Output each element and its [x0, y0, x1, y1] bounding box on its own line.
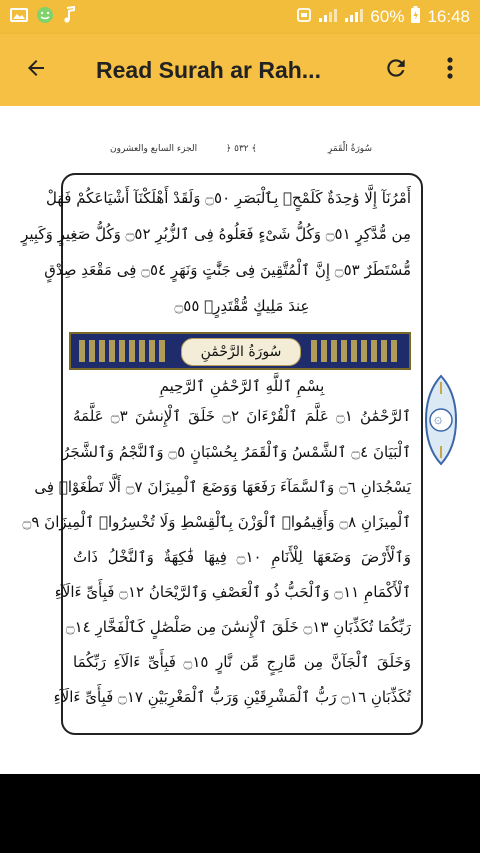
banner-ornament: [79, 340, 169, 362]
verse-line: ٱلْأَكْمَامِ ۝١١ وَٱلْحَبُّ ذُو ٱلْعَصْفِ وَٱلرَّيْحَانُ ۝١٢ فَبِأَىِّ ءَالَآءِ: [54, 583, 411, 601]
overflow-menu-button[interactable]: [428, 34, 472, 106]
quran-page-frame: [21, 173, 423, 735]
status-bar: [0, 0, 480, 34]
verse-line: وَٱلْأَرْضَ وَضَعَهَا لِلْأَنَامِ ۝١٠ فِيهَا فَٰكِهَةٌ وَٱلنَّخْلُ ذَاتُ: [73, 548, 411, 566]
surah-title-banner: [69, 332, 411, 370]
status-right: [296, 6, 480, 29]
status-left-icons: [0, 6, 76, 29]
banner-ornament: [311, 340, 401, 362]
verse-line: عِندَ مَلِيكٍ مُّقْتَدِرٍۭ ۝٥٥: [174, 297, 310, 315]
smiley-icon: [36, 6, 54, 29]
verse-line: مِن مُّدَّكِرٍ ۝٥١ وَكُلُّ شَىْءٍ فَعَلُوهُ فِى ٱلزُّبُرِ ۝٥٢ وَكُلُّ صَغِيرٍ وَكَبِيرٍ: [21, 225, 411, 243]
verse-line: مُّسْتَطَرٌ ۝٥٣ إِنَّ ٱلْمُتَّقِينَ فِى جَنَّٰتٍ وَنَهَرٍ ۝٥٤ فِى مَقْعَدِ صِدْقٍ: [44, 261, 411, 279]
verse-line: تُكَذِّبَانِ ۝١٦ رَبُّ ٱلْمَشْرِقَيْنِ وَرَبُّ ٱلْمَغْرِبَيْنِ ۝١٧ فَبِأَىِّ ءَالَآءِ: [53, 688, 411, 706]
battery-icon: [410, 6, 421, 29]
music-icon: [62, 6, 76, 29]
verse-line: أَمْرُنَآ إِلَّا وَٰحِدَةٌ كَلَمْحٍۭ بِٱلْبَصَرِ ۝٥٠ وَلَقَدْ أَهْلَكْنَآ أَشْيَاعَكُمْ فَهَلْ: [45, 189, 411, 207]
bottom-blank-area: [0, 774, 480, 853]
app-bar: [0, 34, 480, 106]
hizb-marker: [424, 374, 458, 466]
refresh-icon: [383, 55, 409, 85]
hizb-marker-symbol: ۞: [434, 411, 443, 427]
signal-icon: [318, 7, 338, 28]
more-vert-icon: [446, 56, 454, 84]
page-title: Read Surah ar Rah...: [96, 56, 321, 83]
back-arrow-icon: [24, 56, 48, 84]
verse-line: ٱلْمِيزَانِ ۝٨ وَأَقِيمُوا۟ ٱلْوَزْنَ بِٱلْقِسْطِ وَلَا تُخْسِرُوا۟ ٱلْمِيزَانَ ۝٩: [22, 513, 411, 531]
page-header: [110, 144, 372, 160]
signal-icon: [344, 7, 364, 28]
cast-icon: [296, 7, 312, 28]
verse-line: ٱلرَّحْمَٰنُ ۝١ عَلَّمَ ٱلْقُرْءَانَ ۝٢ خَلَقَ ٱلْإِنسَٰنَ ۝٣ عَلَّمَهُ: [73, 407, 411, 425]
refresh-button[interactable]: [372, 34, 420, 106]
verse-line: يَسْجُدَانِ ۝٦ وَٱلسَّمَآءَ رَفَعَهَا وَوَضَعَ ٱلْمِيزَانَ ۝٧ أَلَّا تَطْغَوْا۟ فِى: [34, 478, 411, 496]
verse-line: وَخَلَقَ ٱلْجَآنَّ مِن مَّارِجٍ مِّن نَّارٍ ۝١٥ فَبِأَىِّ ءَالَآءِ رَبِّكُمَا: [73, 653, 412, 671]
battery-percent: 60%: [370, 7, 405, 26]
bismillah: بِسْمِ ٱللَّهِ ٱلرَّحْمَٰنِ ٱلرَّحِيمِ: [159, 377, 325, 395]
mushaf-page-view[interactable]: [0, 106, 480, 774]
page-number: ﴿ ٥٣٢ ﴾: [226, 144, 257, 154]
header-surah: سُورَةُ الْقَمَرِ: [327, 144, 372, 154]
clock: 16:48: [427, 7, 470, 26]
verse-line: رَبِّكُمَا تُكَذِّبَانِ ۝١٣ خَلَقَ ٱلْإِنسَٰنَ مِن صَلْصَٰلٍ كَٱلْفَخَّارِ ۝١٤: [65, 618, 411, 636]
header-juz: الجزء السابع والعشرون: [110, 144, 198, 154]
surah-name: سُورَةُ الرَّحْمَٰنِ: [181, 338, 301, 366]
image-icon: [10, 7, 28, 28]
verse-line: ٱلْبَيَانَ ۝٤ ٱلشَّمْسُ وَٱلْقَمَرُ بِحُسْبَانٍ ۝٥ وَٱلنَّجْمُ وَٱلشَّجَرُ: [62, 443, 411, 461]
back-button[interactable]: [0, 34, 72, 106]
